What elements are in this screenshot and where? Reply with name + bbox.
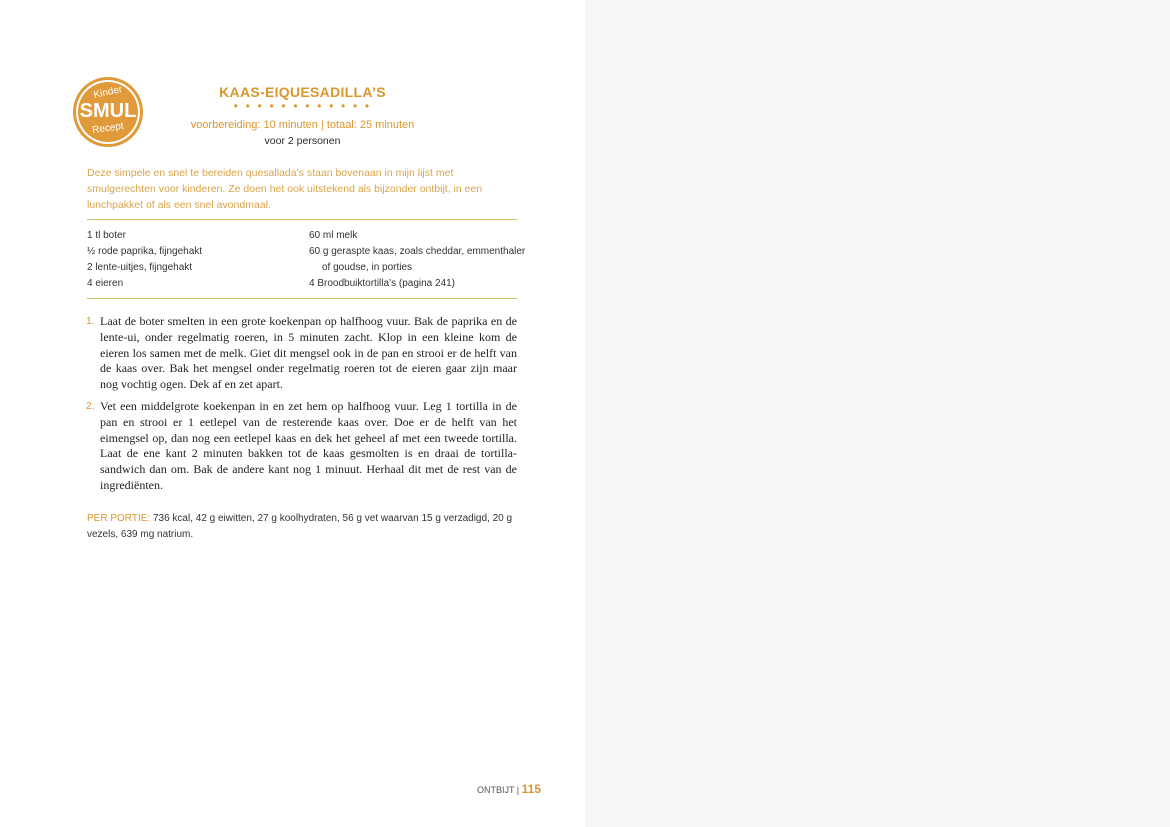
footer-section: ONTBIJT xyxy=(476,785,515,795)
kinder-smul-recept-badge xyxy=(76,80,140,144)
prep-time: voorbereiding: 10 minuten | totaal: 25 minuten xyxy=(190,119,415,131)
ingredients-top-rule xyxy=(87,219,517,220)
badge-bottom-text: Recept xyxy=(91,120,125,137)
recipe-title: KAAS-EIQUESADILLA’S xyxy=(219,84,386,100)
step-text: Laat de boter smelten in een grote koekenpan op halfhoog vuur. Bak de paprika en de lente-ui, onder regelmatig roeren, in 5 minuten zacht. Klop in een kleine kom de eieren los samen met de melk. Giet dit mengsel ook in de pan en strooi er de helft van de kaas over. Bak het mengsel onder regelmatig roeren tot de eieren gaar zijn maar nog vochtig ogen. Dek af en zet apart. xyxy=(100,314,517,392)
ingredients-right-column xyxy=(309,228,526,292)
nutrition-info xyxy=(87,511,522,543)
nutrition-label: PER PORTIE: xyxy=(87,513,151,524)
servings: voor 2 personen xyxy=(264,135,341,147)
ingredient: 60 ml melk xyxy=(309,230,358,241)
right-page-blank xyxy=(585,0,1170,827)
title-dots-divider: • • • • • • • • • • • • xyxy=(233,99,372,113)
ingredient: 1 tl boter xyxy=(87,230,126,241)
ingredient: 4 eieren xyxy=(87,278,124,289)
step-number: 1. xyxy=(86,315,95,327)
ingredient: ½ rode paprika, fijngehakt xyxy=(87,246,203,257)
page-footer xyxy=(430,782,541,796)
step-item xyxy=(87,314,517,393)
step-item xyxy=(87,399,517,494)
ingredient-continued: of goudse, in porties xyxy=(322,262,413,273)
ingredient: 2 lente-uitjes, fijngehakt xyxy=(87,262,193,273)
step-number: 2. xyxy=(86,399,95,412)
ingredient: 4 Broodbuiktortilla’s (pagina 241) xyxy=(309,278,456,289)
ingredients-left-column xyxy=(87,228,297,292)
ingredient: 60 g geraspte kaas, zoals cheddar, emmenthaler xyxy=(309,246,526,257)
nutrition-text: 736 kcal, 42 g eiwitten, 27 g koolhydraten, 56 g vet waarvan 15 g verzadigd, 20 g vezels, 639 mg natrium. xyxy=(87,513,513,540)
method-steps xyxy=(87,314,517,500)
badge-top-text: Kinder xyxy=(92,84,124,101)
step-text: Vet een middelgrote koekenpan in en zet hem op halfhoog vuur. Leg 1 tortilla in de pan en strooi er 1 eetlepel van de resterende kaas over. Doe er de helft van het eimengsel op, dan nog een eetlepel kaas en dek het geheel af met een tweede tortilla. Laat de ene kant 2 minuten bakken tot de kaas gesmolten is en draai de tortilla-sandwich dan om. Bak de andere kant nog 1 minuut. Herhaal dit met de rest van de ingrediënten. xyxy=(100,398,517,492)
badge-middle-text: SMUL xyxy=(79,100,137,122)
ingredients-bottom-rule xyxy=(87,298,517,299)
page-number: 115 xyxy=(521,782,541,796)
recipe-intro: Deze simpele en snel te bereiden quesallada’s staan bovenaan in mijn lijst met smulgerechten voor kinderen. Ze doen het ook uitstekend als bijzonder ontbijt, in een lunchpakket of als een snel avondmaal. xyxy=(87,167,483,211)
footer-separator: | xyxy=(514,785,522,795)
